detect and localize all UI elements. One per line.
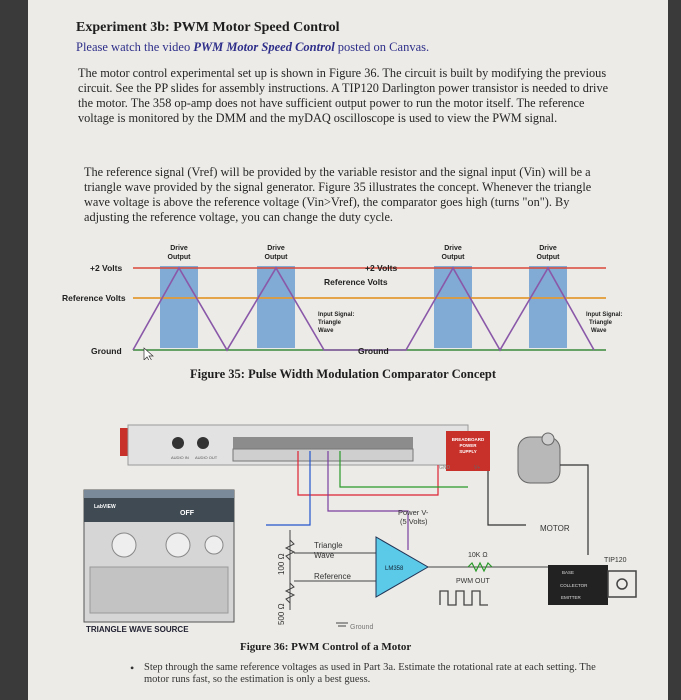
- frequency-knob[interactable]: [112, 533, 136, 557]
- reference-label: Reference: [314, 572, 351, 581]
- resistor-10k-label: 10K Ω: [468, 552, 488, 559]
- pwm-waveform: [440, 591, 488, 605]
- input-signal-label-3: Wave: [318, 328, 334, 334]
- plus2-volts-left-label: +2 Volts: [90, 263, 123, 273]
- video-title-link[interactable]: PWM Motor Speed Control: [193, 40, 335, 54]
- motor-shaft: [542, 433, 554, 445]
- output-label-1: Output: [167, 254, 191, 261]
- triangle-label: Triangle: [314, 541, 343, 550]
- emitter-label: EMITTER: [561, 595, 581, 600]
- mydaq-terminal-strip: [233, 437, 413, 449]
- base-label: BASE: [562, 570, 575, 575]
- motor-body: [518, 437, 560, 483]
- figure-35-caption: Figure 35: Pulse Width Modulation Comparator Concept: [190, 367, 497, 381]
- motor-label: MOTOR: [540, 524, 570, 533]
- output-label-3: Output: [441, 254, 465, 261]
- labview-titlebar: [84, 490, 234, 498]
- input-signal-right-3: Wave: [591, 328, 607, 334]
- input-signal-right-1: Input Signal:: [586, 312, 623, 318]
- lm358-label: LM358: [385, 566, 404, 572]
- step-bullet: [130, 661, 604, 686]
- plus2-volts-mid-label: +2 Volts: [365, 263, 398, 273]
- input-signal-right-2: Triangle: [589, 320, 613, 326]
- collector-label: COLLECTOR: [560, 583, 588, 588]
- drive-output-bar-3: [434, 266, 472, 348]
- audio-in-jack: [172, 437, 184, 449]
- labview-logo: LabVIEW: [94, 504, 116, 510]
- bb-label-3: SUPPLY: [459, 449, 477, 454]
- drive-label-4: Drive: [539, 245, 557, 252]
- tip120-tab: [608, 571, 636, 597]
- bullet-dot-icon: •: [130, 661, 135, 675]
- power-label: Power V-: [398, 508, 429, 517]
- drive-output-bar-1: [160, 266, 198, 348]
- input-signal-label-2: Triangle: [318, 320, 342, 326]
- output-label-4: Output: [536, 254, 560, 261]
- labview-toolbar: [84, 498, 234, 522]
- power-volts-label: (5 Volts): [400, 517, 428, 526]
- reference-volts-mid-label: Reference Volts: [324, 277, 388, 287]
- document-page: [28, 0, 668, 700]
- input-signal-label-1: Input Signal:: [318, 312, 355, 318]
- labview-controls: [90, 567, 228, 613]
- ground-label: Ground: [350, 624, 374, 631]
- resistor-500-label: 500 Ω: [277, 603, 286, 625]
- watch-pre: Please watch the video: [76, 40, 194, 54]
- motor-wire: [560, 465, 588, 555]
- figure-36-caption: Figure 36: PWM Control of a Motor: [240, 641, 412, 653]
- drive-label-1: Drive: [170, 245, 188, 252]
- tip120-hole: [617, 579, 627, 589]
- resistor-100-label: 100 Ω: [277, 553, 286, 575]
- audio-out-label: AUDIO OUT: [195, 455, 218, 460]
- offset-knob[interactable]: [205, 536, 223, 554]
- ground-mid-label: Ground: [358, 346, 389, 356]
- pwm-out-label: PWM OUT: [456, 578, 490, 585]
- ground-left-label: Ground: [91, 346, 122, 356]
- audio-in-label: AUDIO IN: [171, 455, 189, 460]
- drive-label-2: Drive: [267, 245, 285, 252]
- mydaq-terminal-block: [233, 449, 413, 461]
- setup-paragraph: The motor control experimental set up is shown in Figure 36. The circuit is built by modifying the previous circuit. See the PP slides for assembly instructions. A TIP120 Darlington power transistor is needed to drive the motor. The 358 op-amp does not have sufficient output power to run the motor itself. The reference voltage is monitored by the DMM and the myDAQ oscilloscope is used to view the PWM signal.: [78, 66, 609, 125]
- watch-post: posted on Canvas.: [334, 40, 430, 54]
- reference-volts-left-label: Reference Volts: [62, 293, 126, 303]
- bb-label-1: BREADBOARD: [451, 437, 485, 442]
- off-indicator: OFF: [180, 510, 194, 517]
- drive-output-bar-4: [529, 266, 567, 348]
- pwm-motor-control-figure: [28, 415, 668, 640]
- output-label-2: Output: [264, 254, 288, 261]
- black-wire: [488, 471, 526, 525]
- triangle-wave-source-label: TRIANGLE WAVE SOURCE: [86, 625, 189, 634]
- mydaq-red-tab: [120, 428, 128, 456]
- reference-paragraph: The reference signal (Vref) will be provided by the variable resistor and the signal input (Vin) will be a triangle wave provided by the signal generator. Figure 35 illustrates the concept. Whenever the triangle wave voltage is above the reference voltage (Vin>Vref), the comparator goes high (turns "on"). By adjusting the reference voltage, you can change the duty cycle.: [84, 165, 592, 224]
- drive-output-bar-2: [257, 266, 295, 348]
- drive-label-3: Drive: [444, 245, 462, 252]
- pwm-comparator-figure: [28, 238, 668, 360]
- amplitude-knob[interactable]: [166, 533, 190, 557]
- watch-video-note: [76, 40, 429, 55]
- bb-label-2: POWER: [459, 443, 477, 448]
- experiment-heading: Experiment 3b: PWM Motor Speed Control: [76, 20, 340, 35]
- tip120-label: TIP120: [604, 557, 627, 564]
- wave-label: Wave: [314, 551, 335, 560]
- audio-out-jack: [197, 437, 209, 449]
- gnd-terminal-label: GND: [439, 465, 451, 471]
- vplus-terminal-label: V+: [474, 465, 481, 471]
- step-bullet-text: Step through the same reference voltages as used in Part 3a. Estimate the rotational rate at each setting. The motor runs fast, so the estimation is only a best guess.: [144, 662, 596, 685]
